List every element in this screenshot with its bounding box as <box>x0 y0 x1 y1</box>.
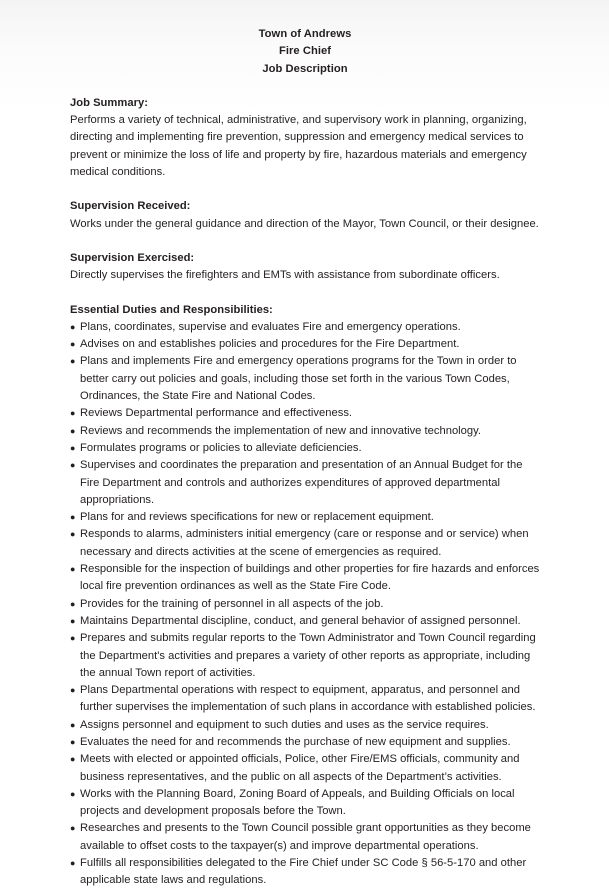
duty-list-item <box>70 319 540 336</box>
duty-list-item <box>70 682 540 717</box>
bullet-icon: ● <box>70 408 76 419</box>
duty-item-text: Supervises and coordinates the preparation and presentation of an Annual Budget for the Fire Department and controls and authorizes expenditures of approved departmental appropriations. <box>80 459 523 506</box>
duty-list-item <box>70 457 540 509</box>
duty-list-item <box>70 786 540 821</box>
duty-list-item <box>70 613 540 630</box>
duty-item-text: Provides for the training of personnel in all aspects of the job. <box>80 597 384 610</box>
section-heading-supervision-received: Supervision Received: <box>70 200 191 213</box>
duty-item-text: Works with the Planning Board, Zoning Board of Appeals, and Building Officials on local projects and development proposals before the Town. <box>80 787 515 818</box>
duty-list-item <box>70 405 540 422</box>
duty-item-text: Reviews Departmental performance and effectiveness. <box>80 407 353 420</box>
duty-list-item <box>70 596 540 613</box>
bullet-icon: ● <box>70 460 76 471</box>
duty-item-text: Evaluates the need for and recommends the purchase of new equipment and supplies. <box>80 735 511 748</box>
bullet-icon: ● <box>70 356 76 367</box>
duty-item-text: Advises on and establishes policies and procedures for the Fire Department. <box>80 338 460 351</box>
section-body-supervision-exercised: Directly supervises the firefighters and EMTs with assistance from subordinate officers. <box>70 269 500 282</box>
duty-item-text: Assigns personnel and equipment to such duties and uses as the service requires. <box>80 718 489 731</box>
section-body-supervision-received: Works under the general guidance and direction of the Mayor, Town Council, or their designee. <box>70 217 539 230</box>
duty-item-text: Reviews and recommends the implementation of new and innovative technology. <box>80 424 482 437</box>
section-job-summary <box>70 95 540 181</box>
document-title-block <box>70 26 540 78</box>
bullet-icon: ● <box>70 442 76 453</box>
duty-list-item <box>70 561 540 596</box>
duty-item-text: Formulates programs or policies to alleviate deficiencies. <box>80 441 362 454</box>
duty-list-item <box>70 717 540 734</box>
document-title-line-1: Town of Andrews <box>258 28 352 40</box>
bullet-icon: ● <box>70 788 76 799</box>
duty-item-text: Meets with elected or appointed officials, Police, other Fire/EMS officials, community and business representatives, and the public on all aspects of the Department’s activities. <box>80 753 520 783</box>
essential-duties-list <box>70 319 540 890</box>
duty-list-item <box>70 526 540 561</box>
duty-item-text: Fulfills all responsibilities delegated to the Fire Chief under SC Code § 56-5-170 and other applicable state laws and regulations. <box>80 857 527 887</box>
duty-list-item <box>70 509 540 526</box>
duty-list-item <box>70 734 540 751</box>
duty-item-text: Responds to alarms, administers initial emergency (care or response and or service) when necessary and directs activities at the scene of emergencies as required. <box>80 528 529 558</box>
duty-list-item <box>70 751 540 786</box>
duty-list-item <box>70 440 540 457</box>
bullet-icon: ● <box>70 598 76 609</box>
section-supervision-received <box>70 198 540 233</box>
bullet-icon: ● <box>70 823 76 834</box>
bullet-icon: ● <box>70 425 76 436</box>
bullet-icon: ● <box>70 512 76 523</box>
duty-item-text: Plans Departmental operations with respect to equipment, apparatus, and personnel and further supervises the implementation of such plans in accordance with established policies. <box>80 684 536 714</box>
bullet-icon: ● <box>70 339 76 350</box>
bullet-icon: ● <box>70 754 76 765</box>
duty-item-text: Researches and presents to the Town Council possible grant opportunities as they become available to offset costs to the taxpayer(s) and improve departmental operations. <box>80 822 531 852</box>
duty-list-item <box>70 353 540 405</box>
bullet-icon: ● <box>70 633 76 644</box>
duty-item-text: Plans for and reviews specifications for new or replacement equipment. <box>80 511 434 524</box>
bullet-icon: ● <box>70 685 76 696</box>
duty-item-text: Plans and implements Fire and emergency operations programs for the Town in order to better carry out policies and goals, including those set forth in the various Town Codes, Ordinances, the State Fire and National Codes. <box>80 355 517 403</box>
section-supervision-exercised <box>70 250 540 285</box>
bullet-icon: ● <box>70 321 76 332</box>
document-title-line-2: Fire Chief <box>278 45 332 58</box>
section-heading-job-summary: Job Summary: <box>70 96 148 109</box>
bullet-icon: ● <box>70 564 76 575</box>
duty-item-text: Maintains Departmental discipline, conduct, and general behavior of assigned personnel. <box>80 614 521 627</box>
duty-list-item <box>70 423 540 440</box>
bullet-icon: ● <box>70 615 76 626</box>
duty-list-item <box>70 855 540 890</box>
section-essential-duties <box>70 302 540 890</box>
document-title-line-3: Job Description <box>262 62 348 75</box>
duty-item-text: Plans, coordinates, supervise and evaluates Fire and emergency operations. <box>80 320 461 333</box>
section-heading-supervision-exercised: Supervision Exercised: <box>70 251 195 264</box>
duty-list-item <box>70 336 540 353</box>
duty-list-item <box>70 820 540 855</box>
section-body-job-summary: Performs a variety of technical, administrative, and supervisory work in planning, organizing, directing and implementing fire prevention, suppression and emergency medical services to prevent or minimize the loss of life and property by fire, hazardous materials and emergency medical conditions. <box>70 114 527 179</box>
document-content <box>70 26 540 890</box>
bullet-icon: ● <box>70 529 76 540</box>
duty-item-text: Responsible for the inspection of buildings and other properties for fire hazards and enforces local fire prevention ordinances as well as the State Fire Code. <box>80 563 540 593</box>
duty-item-text: Prepares and submits regular reports to the Town Administrator and Town Council regarding the Department's activities and prepares a variety of other reports as appropriate, including the annual Town report of activities. <box>80 632 536 679</box>
bullet-icon: ● <box>70 736 76 747</box>
bullet-icon: ● <box>70 719 76 730</box>
section-heading-essential-duties: Essential Duties and Responsibilities: <box>70 303 273 316</box>
bullet-icon: ● <box>70 858 76 869</box>
duty-list-item <box>70 630 540 682</box>
